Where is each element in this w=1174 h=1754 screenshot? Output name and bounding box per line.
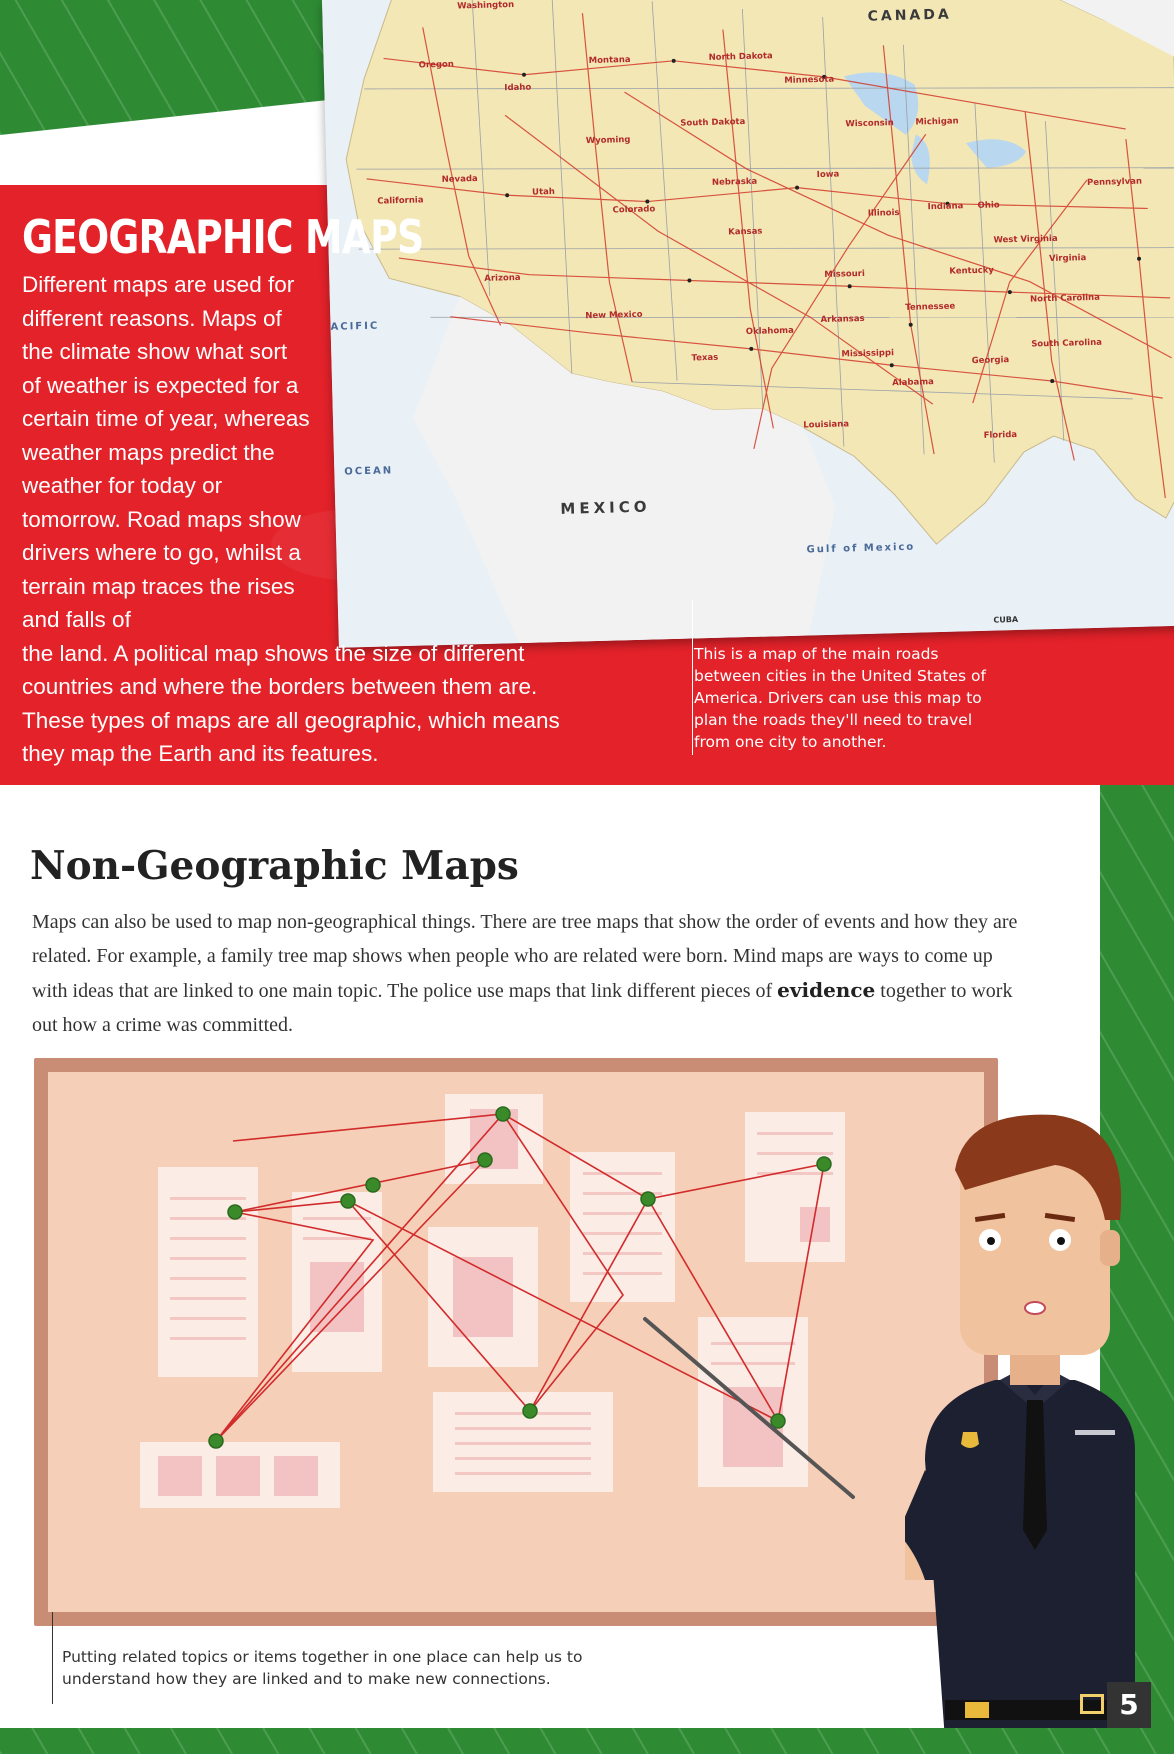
pin — [641, 1192, 655, 1206]
state-label: Virginia — [1048, 253, 1087, 265]
state-label: Alabama — [892, 377, 934, 389]
state-label: Iowa — [816, 169, 840, 181]
state-label: Illinois — [867, 207, 900, 219]
state-label: Colorado — [612, 204, 656, 216]
pin — [771, 1414, 785, 1428]
state-label: Kansas — [728, 226, 763, 238]
state-label: Tennessee — [905, 301, 956, 313]
state-label: North Dakota — [708, 51, 773, 63]
state-label: Montana — [588, 54, 631, 67]
state-label: New Mexico — [585, 309, 643, 322]
state-label: Louisiana — [803, 419, 850, 431]
geographic-maps-title: GEOGRAPHIC MAPS — [22, 210, 424, 264]
body-text-start: Maps can also be used to map non-geographical things. There are tree maps that show the order of events and how they are related. For example, a family tree map shows when people who are related were born. Mind maps are ways to come up with ideas that are linked to one main topic. The police use maps that link different pieces of — [32, 911, 1018, 1002]
board-caption: Putting related topics or items together in one place can help us to understand how they are linked and to make new connections. — [62, 1648, 583, 1688]
mexico-label: MEXICO — [560, 497, 651, 518]
state-label: Oklahoma — [745, 325, 794, 338]
canada-label: CANADA — [867, 6, 952, 25]
gulf-label: Gulf of Mexico — [806, 541, 916, 556]
state-label: Kentucky — [949, 265, 995, 277]
evidence-term: evidence — [777, 978, 876, 1002]
state-label: Minnesota — [784, 74, 835, 86]
state-label: Missouri — [824, 268, 865, 280]
state-label: Oregon — [418, 59, 455, 71]
ocean-label: OCEAN — [344, 465, 394, 478]
state-label: Idaho — [504, 82, 532, 94]
state-label: Georgia — [971, 355, 1010, 367]
evidence-strings — [48, 1072, 984, 1612]
pin — [496, 1107, 510, 1121]
state-label: Texas — [691, 352, 719, 364]
pacific-label: ACIFIC — [330, 320, 380, 333]
state-label: Washington — [457, 0, 515, 12]
pin — [228, 1205, 242, 1219]
state-label: Arizona — [484, 272, 521, 284]
pin — [478, 1153, 492, 1167]
state-label: South Dakota — [680, 116, 746, 129]
non-geographic-title: Non-Geographic Maps — [30, 843, 519, 889]
state-label: Utah — [531, 186, 556, 198]
state-label: Michigan — [915, 116, 959, 128]
state-label: Indiana — [927, 201, 964, 213]
body-text-narrow: Different maps are used for different reasons. Maps of the climate show what sort of weather is expected for a certain time of year, whereas weather maps predict the weather for today or tomorrow. Road maps show drivers where to go, whilst a terrain map traces the rises and falls of — [22, 272, 310, 632]
badge-icon — [961, 1432, 979, 1448]
pin — [523, 1404, 537, 1418]
state-label: West Virginia — [993, 233, 1058, 246]
page-corner-icon — [1080, 1694, 1104, 1714]
state-label: Pennsylvan — [1086, 176, 1143, 189]
state-label: Wisconsin — [845, 118, 894, 130]
pointer-stick — [645, 1319, 853, 1497]
body-text-wide: the land. A political map shows the size of different countries and where the borders between them are. These types of maps are all geographic, which means they map the Earth and its features. — [22, 640, 560, 766]
body-text-end: together to work out how a crime was committed. — [32, 980, 1013, 1036]
state-label: Ohio — [977, 200, 1000, 211]
police-officer-illustration — [905, 1110, 1135, 1740]
map-caption: This is a map of the main roads between cities in the United States of America. Drivers can use this map to plan the roads they'll need to travel from one city to another. — [694, 645, 986, 751]
geographic-maps-body — [22, 268, 562, 771]
state-label: Wyoming — [585, 134, 631, 147]
bottom-green-strip — [0, 1728, 1174, 1754]
pin — [817, 1157, 831, 1171]
state-label: Nevada — [441, 173, 478, 185]
pin — [209, 1434, 223, 1448]
cork-surface — [48, 1072, 984, 1612]
state-label: North Carolina — [1029, 292, 1101, 305]
page-number: 5 — [1107, 1682, 1151, 1728]
state-label: Arkansas — [820, 313, 865, 326]
state-label: California — [377, 195, 424, 207]
evidence-board — [34, 1058, 998, 1626]
caption-rule — [52, 1612, 53, 1704]
cuba-label: CUBA — [993, 614, 1019, 625]
state-label: Mississippi — [841, 348, 895, 360]
state-label: Nebraska — [711, 176, 758, 188]
pin — [366, 1178, 380, 1192]
non-geographic-body — [32, 905, 1032, 1042]
pin — [341, 1194, 355, 1208]
state-label: Florida — [983, 429, 1018, 441]
caption-rule — [692, 600, 693, 755]
state-label: South Carolina — [1031, 337, 1103, 350]
